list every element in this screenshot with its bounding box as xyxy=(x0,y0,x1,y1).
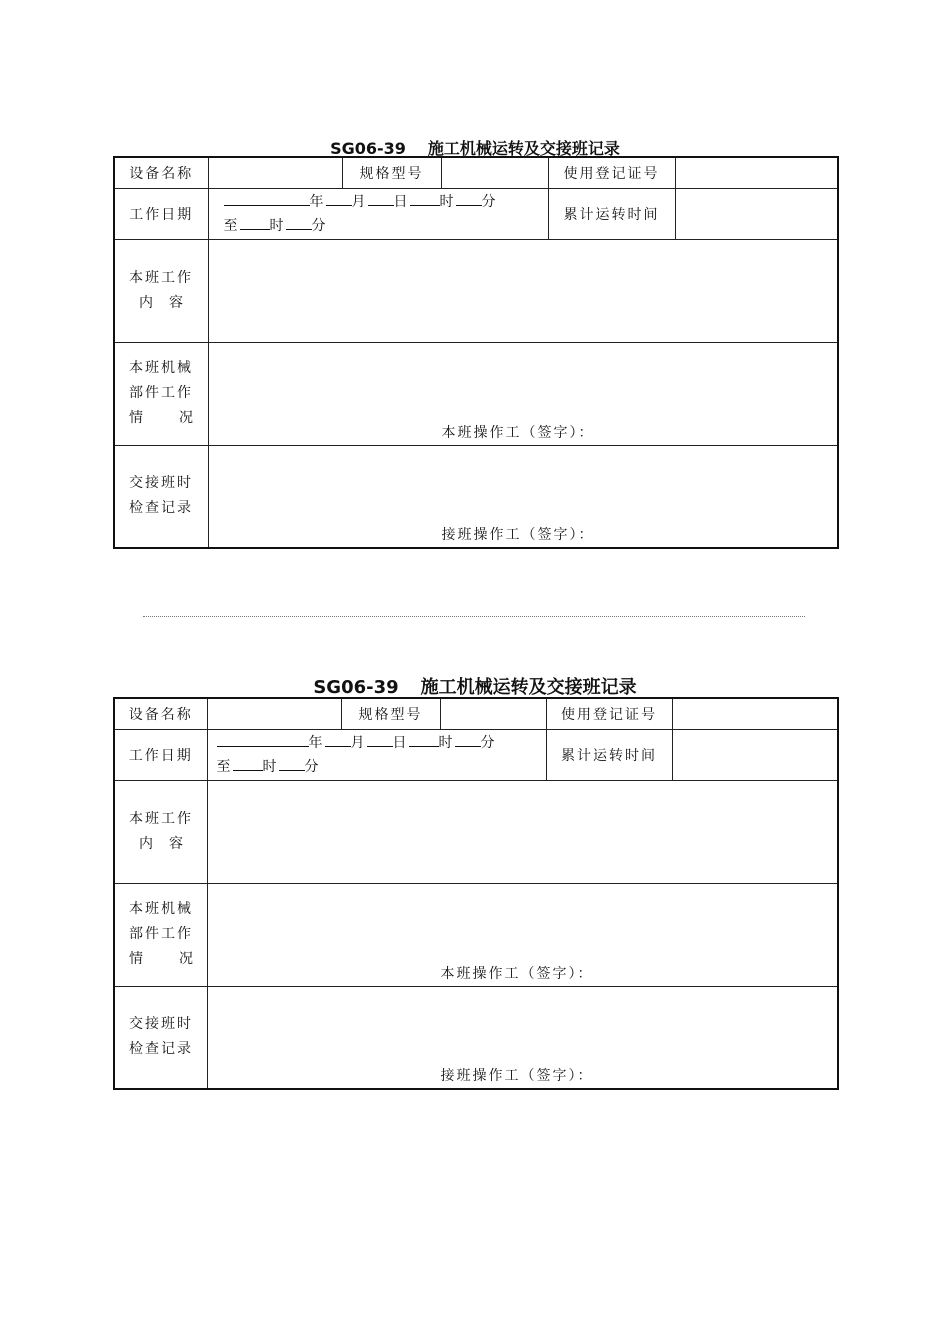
operator-signature-label: 本班操作工（签字）： xyxy=(441,424,595,441)
month-blank[interactable] xyxy=(326,191,352,206)
successor-signature-label: 接班操作工（签字）： xyxy=(441,527,595,543)
form-code: SG06-39 xyxy=(313,677,399,698)
month-blank[interactable] xyxy=(325,732,351,747)
registration-no-label: 使用登记证号 xyxy=(546,698,672,729)
day-blank[interactable] xyxy=(368,191,394,206)
machine-shift-record-table xyxy=(113,156,839,549)
form-title-text: 施工机械运转及交接班记录 xyxy=(427,139,620,158)
handover-check-label: 交接班时 检查记录 xyxy=(114,986,207,1089)
work-content-field[interactable] xyxy=(207,780,838,883)
parts-status-field[interactable] xyxy=(207,883,838,986)
operator-signature-label: 本班操作工（签字）： xyxy=(440,965,594,982)
registration-no-field[interactable] xyxy=(672,698,838,729)
work-date-start: 年 月 日 时 分 xyxy=(224,190,548,214)
equipment-name-field[interactable] xyxy=(208,157,342,188)
equipment-name-label: 设备名称 xyxy=(114,157,208,188)
end-hour-blank[interactable] xyxy=(233,756,263,771)
parts-status-label: 本班机械 部件工作 情 况 xyxy=(114,342,208,445)
work-content-label: 本班工作 内 容 xyxy=(114,780,207,883)
parts-status-label: 本班机械 部件工作 情 况 xyxy=(114,883,207,986)
year-blank[interactable] xyxy=(217,732,309,747)
hour-blank[interactable] xyxy=(409,732,439,747)
work-date-end: 至 时 分 xyxy=(217,755,546,779)
minute-blank[interactable] xyxy=(456,191,482,206)
equipment-name-field[interactable] xyxy=(207,698,341,729)
form-title xyxy=(0,673,950,699)
cumulative-time-field[interactable] xyxy=(675,188,838,239)
work-date-label: 工作日期 xyxy=(114,729,207,780)
handover-check-field[interactable] xyxy=(207,986,838,1089)
handover-check-label: 交接班时 检查记录 xyxy=(114,445,208,548)
work-content-label: 本班工作 内 容 xyxy=(114,239,208,342)
equipment-name-label: 设备名称 xyxy=(114,698,207,729)
day-blank[interactable] xyxy=(367,732,393,747)
year-blank[interactable] xyxy=(224,191,310,206)
minute-blank[interactable] xyxy=(455,732,481,747)
work-date-label: 工作日期 xyxy=(114,188,208,239)
work-date-start: 年 月 日 时 分 xyxy=(217,731,546,755)
spec-model-field[interactable] xyxy=(440,698,546,729)
spec-model-field[interactable] xyxy=(441,157,548,188)
end-hour-blank[interactable] xyxy=(240,215,270,230)
cumulative-time-label: 累计运转时间 xyxy=(548,188,675,239)
work-content-field[interactable] xyxy=(208,239,838,342)
end-minute-blank[interactable] xyxy=(286,215,312,230)
handover-check-field[interactable] xyxy=(208,445,838,548)
work-date-field[interactable] xyxy=(208,188,548,239)
end-minute-blank[interactable] xyxy=(279,756,305,771)
machine-shift-record-table xyxy=(113,697,839,1090)
registration-no-field[interactable] xyxy=(675,157,838,188)
registration-no-label: 使用登记证号 xyxy=(548,157,675,188)
form-code: SG06-39 xyxy=(330,139,406,158)
cumulative-time-field[interactable] xyxy=(672,729,838,780)
form-title-text: 施工机械运转及交接班记录 xyxy=(420,677,637,698)
hour-blank[interactable] xyxy=(410,191,440,206)
parts-status-field[interactable] xyxy=(208,342,838,445)
successor-signature-label: 接班操作工（签字）： xyxy=(440,1068,594,1084)
spec-model-label: 规格型号 xyxy=(341,698,440,729)
work-date-end: 至 时 分 xyxy=(224,214,548,238)
work-date-field[interactable] xyxy=(207,729,546,780)
cut-line-divider xyxy=(143,616,805,617)
cumulative-time-label: 累计运转时间 xyxy=(546,729,672,780)
spec-model-label: 规格型号 xyxy=(342,157,441,188)
